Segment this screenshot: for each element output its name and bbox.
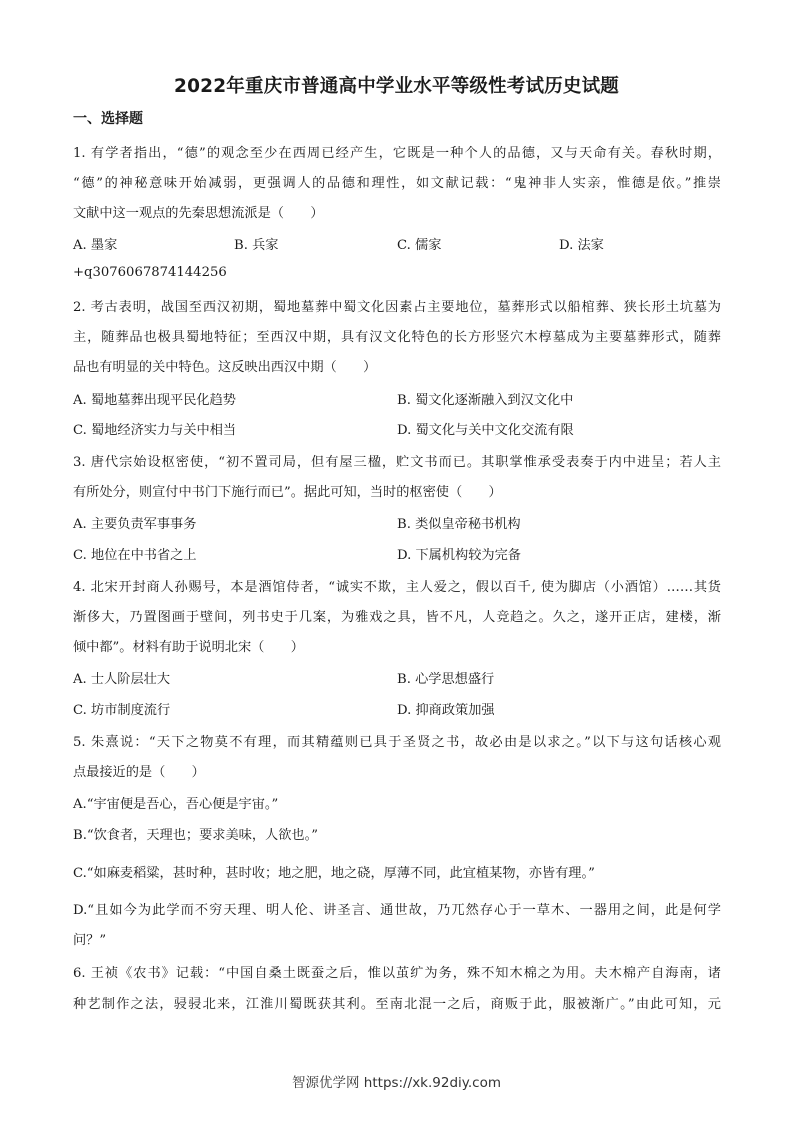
question-5-option-c: C.“如麻麦稻粱，甚时种，甚时收；地之肥，地之硗，厚薄不同，此宜植某物，亦皆有理。” (73, 866, 595, 881)
question-2-option-a: A. 蜀地墓葬出现平民化趋势 (73, 393, 236, 408)
question-3-option-a: A. 主要负责军事事务 (73, 517, 197, 532)
question-5-option-a: A.“宇宙便是吾心，吾心便是宇宙。” (73, 797, 279, 812)
question-3-line-2: 有所处分，则宣付中书门下施行而已”。据此可知，当时的枢密使（ ） (73, 485, 502, 500)
question-2-option-c: C. 蜀地经济实力与关中相当 (73, 423, 237, 438)
question-1-line-1: 1. 有学者指出，“德”的观念至少在西周已经产生，它既是一种个人的品德，又与天命有关。春秋时期， (73, 146, 721, 161)
question-3-option-d: D. 下属机构较为完备 (397, 548, 521, 563)
footer-watermark: 智源优学网 https://xk.92diy.com (292, 1075, 501, 1091)
question-2-line-2: 主，随葬品也极具蜀地特征；至西汉中期，具有汉文化特色的长方形竖穴木椁墓成为主要墓葬形式，随葬 (73, 330, 721, 345)
question-4-line-1: 4. 北宋开封商人孙赐号，本是酒馆侍者，“诚实不欺，主人爱之，假以百千, 使为脚店（小酒馆）……其货 (73, 580, 721, 595)
section-heading: 一、选择题 (73, 111, 143, 127)
question-1-option-a: A. 墨家 (73, 238, 118, 253)
question-4-option-b: B. 心学思想盛行 (397, 672, 495, 687)
question-1-line-2: “德”的神秘意味开始减弱，更强调人的品德和理性，如文献记载：“鬼神非人实亲，惟德是依。”推崇 (73, 176, 721, 191)
question-6-line-2: 种艺制作之法，骎骎北来，江淮川蜀既获其利。至南北混一之后，商贩于此，服被渐广。”由此可知，元 (73, 997, 721, 1012)
question-5-option-d-line-1: D.“且如今为此学而不穷天理、明人伦、讲圣言、通世故，乃兀然存心于一草木、一器用之间，此是何学 (73, 903, 721, 918)
question-3-line-1: 3. 唐代宗始设枢密使，“初不置司局，但有屋三楹，贮文书而已。其职掌惟承受表奏于内中进呈；若人主 (73, 455, 721, 470)
question-5-line-2: 点最接近的是（ ） (73, 765, 205, 780)
question-4-option-a: A. 士人阶层壮大 (73, 672, 171, 687)
question-1-option-b: B. 兵家 (234, 238, 279, 253)
question-2-line-1: 2. 考古表明，战国至西汉初期，蜀地墓葬中蜀文化因素占主要地位，墓葬形式以船棺葬、狭长形土坑墓为 (73, 300, 721, 315)
question-3-option-c: C. 地位在中书省之上 (73, 548, 197, 563)
question-3-option-b: B. 类似皇帝秘书机构 (397, 517, 521, 532)
page-title: 2022年重庆市普通高中学业水平等级性考试历史试题 (174, 76, 619, 97)
question-1-option-d: D. 法家 (559, 238, 604, 253)
question-4-option-c: C. 坊市制度流行 (73, 703, 171, 718)
contact-number: +q3076067874144256 (73, 265, 227, 280)
question-4-option-d: D. 抑商政策加强 (397, 703, 495, 718)
question-5-option-d-line-2: 问？” (73, 933, 107, 948)
question-5-line-1: 5. 朱熹说：“天下之物莫不有理，而其精蕴则已具于圣贤之书，故必由是以求之。”以下与这句话核心观 (73, 735, 721, 750)
question-6-line-1: 6. 王祯《农书》记载：“中国自桑土既蚕之后，惟以茧纩为务，殊不知木棉之为用。夫木棉产自海南，诸 (73, 966, 721, 981)
question-2-line-3: 品也有明显的关中特色。这反映出西汉中期（ ） (73, 360, 377, 375)
question-5-option-b: B.“饮食者，天理也；要求美味，人欲也。” (73, 828, 318, 843)
question-4-line-2: 渐侈大，乃置图画于壁间，列书史于几案，为雅戏之具，皆不凡，人竞趋之。久之，遂开正店，建楼，渐 (73, 610, 721, 625)
question-2-option-d: D. 蜀文化与关中文化交流有限 (397, 423, 574, 438)
question-2-option-b: B. 蜀文化逐渐融入到汉文化中 (397, 393, 574, 408)
question-1-option-c: C. 儒家 (397, 238, 442, 253)
question-1-line-3: 文献中这一观点的先秦思想流派是（ ） (73, 206, 324, 221)
question-4-line-3: 倾中都”。材料有助于说明北宋（ ） (73, 640, 304, 655)
